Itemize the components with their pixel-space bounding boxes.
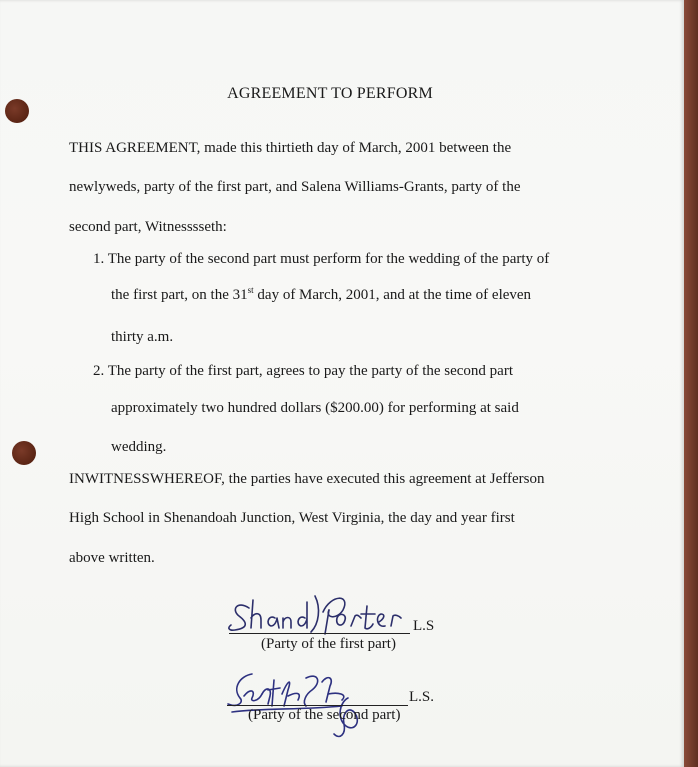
desk-background-edge xyxy=(684,0,698,767)
item-1-line-1: 1. The party of the second part must perform for the wedding of the party of xyxy=(93,251,550,267)
first-party-signature-line xyxy=(229,633,410,634)
intro-line-2: newlyweds, party of the first part, and Salena Williams-Grants, party of the xyxy=(69,179,521,195)
closing-line-3: above written. xyxy=(69,550,155,566)
punch-hole-middle xyxy=(12,441,36,465)
first-party-seal: L.S xyxy=(413,618,435,634)
first-party-signature xyxy=(225,588,415,636)
item-2-line-3: wedding. xyxy=(111,439,167,455)
intro-line-3: second part, Witnesssseth: xyxy=(69,219,227,235)
closing-line-2: High School in Shenandoah Junction, West Virginia, the day and year first xyxy=(69,510,515,526)
item-1-line-2: the first part, on the 31st day of March, 2001, and at the time of eleven xyxy=(111,285,532,303)
item-2-line-1: 2. The party of the first part, agrees to pay the party of the second part xyxy=(93,363,513,379)
item-2-line-2: approximately two hundred dollars ($200.00) for performing at said xyxy=(111,400,519,416)
closing-line-1: INWITNESSWHEREOF, the parties have executed this agreement at Jefferson xyxy=(69,471,545,487)
second-party-seal: L.S. xyxy=(409,689,435,705)
second-party-caption: (Party of the second part) xyxy=(248,707,401,723)
intro-line-1: THIS AGREEMENT, made this thirtieth day of March, 2001 between the xyxy=(69,140,512,156)
second-party-signature-line xyxy=(227,705,408,706)
punch-hole-top xyxy=(5,99,29,123)
item-1-line-3: thirty a.m. xyxy=(111,329,174,345)
document-title: AGREEMENT TO PERFORM xyxy=(227,85,433,102)
first-party-caption: (Party of the first part) xyxy=(261,636,396,652)
